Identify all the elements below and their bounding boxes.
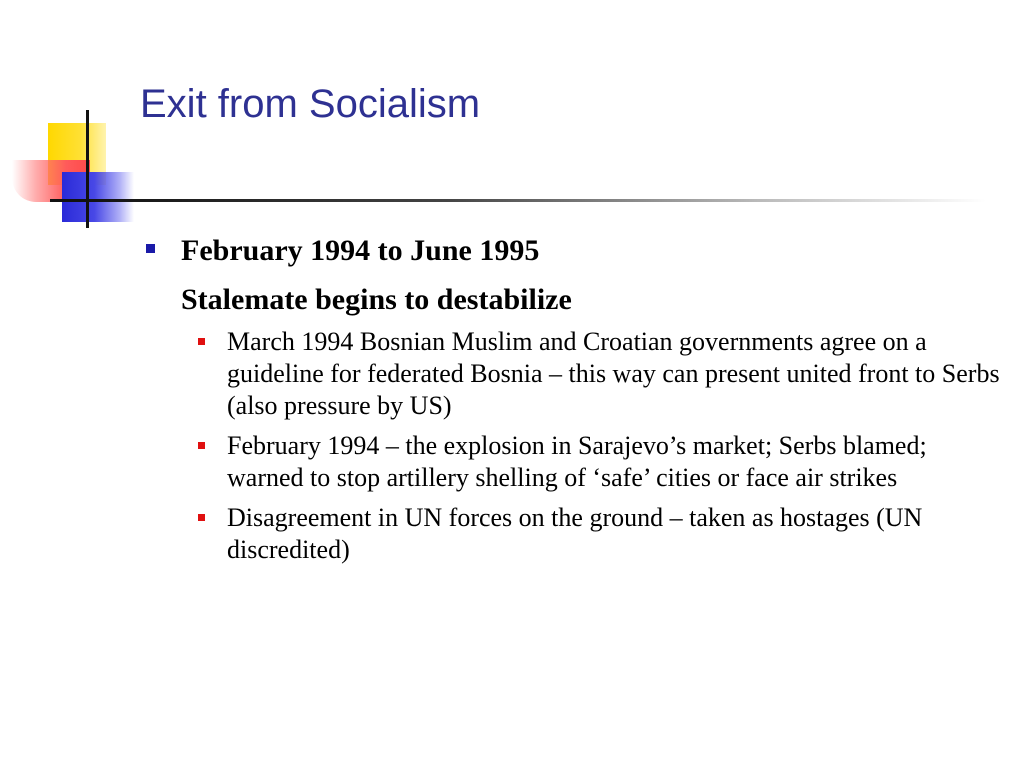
title-divider [86, 199, 986, 202]
square-bullet-icon [146, 244, 155, 253]
main-bullet-heading: February 1994 to June 1995 [181, 234, 540, 267]
blue-rectangle-decoration [62, 172, 134, 222]
main-bullet-item [140, 226, 1000, 324]
sub-bullet-text: February 1994 – the explosion in Sarajevo’s market; Serbs blamed; warned to stop artillery shelling of ‘safe’ cities or face air strikes [227, 431, 927, 492]
slide-body [140, 226, 1000, 566]
sub-bullet-text: March 1994 Bosnian Muslim and Croatian governments agree on a guideline for federated Bosnia – this way can present united front to Serbs (also pressure by US) [227, 327, 1000, 420]
sub-bullet-list [140, 326, 1000, 566]
red-square-bullet-icon [198, 442, 205, 449]
vertical-rule-decoration [86, 110, 89, 228]
main-bullet-subheading: Stalemate begins to destabilize [181, 283, 572, 316]
sub-bullet-text: Disagreement in UN forces on the ground – taken as hostages (UN discredited) [227, 503, 923, 564]
sub-bullet-item [186, 430, 1000, 494]
red-square-bullet-icon [198, 338, 205, 345]
sub-bullet-item [186, 502, 1000, 566]
slide-title: Exit from Socialism [140, 82, 481, 126]
sub-bullet-item [186, 326, 1000, 422]
red-square-bullet-icon [198, 514, 205, 521]
